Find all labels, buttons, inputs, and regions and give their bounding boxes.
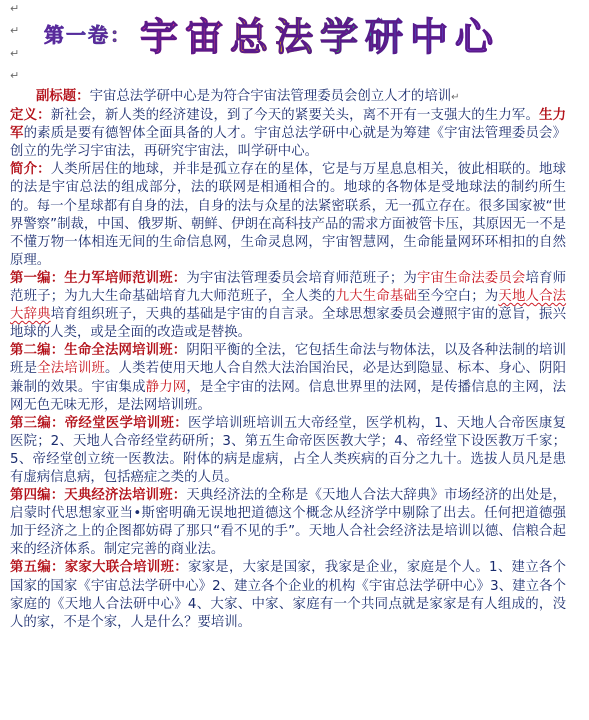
paragraph-mark: ↵ [10,69,20,82]
section-1-text: 为宇宙法管理委员会培育师范班子；为 [186,270,417,286]
section-2-paragraph [10,342,566,414]
document-title: 宇宙总法学研中心 [140,6,500,61]
section-1-text: 培育师范班子；为九大生命基础培育九大师范班子，全人类的 [10,270,567,305]
section-4-text: 天典经济法的全称是《天地人合法大辞典》市场经济的出处是，启蒙时代思想家亚当•斯密明确无误地把道德这个概念从经济学中剔除了出去。任何把道德强加于经济之上的企图都妨碍了那只“看不见的手”。天地人合社会经济法是培训以德、信粮合起来的经济体系。制定完善的商业法。 [10,488,567,558]
section-1-label: 第一编：生力军培师范训班： [10,270,187,286]
intro-text: 人类所居住的地球，并非是孤立存在的星体，它是与万星息息相关，彼此相联的。地球的法是宇宙总法的组成部分，法的联网是相通相合的。地球的各物体是受地球法的制约所生的。每一个星球都有自身的法，自身的法与众星的法紧密联系，无一孤立存在。很多国家被“世界警察”制裁，中国、俄罗斯、朝鲜、伊朗在高科技产品的需求方面被管卡压，其原因无一不是不懂万物一体相连无间的生命信息网，生命灵息网，宇宙智慧网，生命能量网环环相扣的自然原理。 [10,162,567,268]
section-4-paragraph [10,487,566,559]
subtitle-paragraph [10,88,566,107]
section-3-paragraph [10,415,566,487]
intro-paragraph [10,161,566,270]
document-body [10,88,566,632]
return-mark: ↵ [451,92,460,103]
paragraph-mark: ↵ [10,2,20,15]
section-2-highlight: 全法培训班 [37,361,105,377]
subtitle-label: 副标题： [36,89,90,104]
section-4-label: 第四编：天典经济法培训班： [10,488,187,504]
section-1-paragraph [10,270,566,342]
section-3-text: 医学培训班培训五大帝经堂，医学机构，1、天地人合帝医康复医院；2、天地人合帝经堂药研所；3、第五生命帝医医教大学；4、帝经堂下设医教万千家；5、帝经堂创立统一医教法。附体的病是虚病，占全人类疾病的百分之九十。选拔人员凡是患有虚病信息病，包括癌症之类的人员。 [10,415,566,485]
section-2-label: 第二编：生命全法网培训班： [10,343,187,359]
definition-text-2: 的素质是要有德智体全面具备的人才。宇宙总法学研中心就是为筹建《宇宙法管理委员会》创立的先学习宇宙法，再研究宇宙法，叫学研中心。 [10,126,567,160]
section-2-text: 阴阳平衡的全法，它包括生命法与物体法，以及各种法制的培训班是 [10,343,567,377]
section-2-text: ，是全宇宙的法网。信息世界里的法网，是传播信息的主网，法网无色无味无形，是法网培训班。 [10,379,567,413]
section-5-label: 第五编：家家大联合培训班： [10,560,188,576]
section-2-text: 。人类若使用天地人合自然大法治国治民，必是达到隐显、标本、身心、阴阳兼制的效果。宇宙集成 [10,361,567,395]
paragraph-mark: ↵ [10,47,20,60]
section-1-text: 培育组织班子，天典的基础是宇宙的自言录。全球思想家委员会遵照宇宙的意旨，振兴地球的人类，或是全面的改造或是替换。 [10,307,567,341]
section-3-label: 第三编：帝经堂医学培训班： [10,415,188,431]
definition-term: 生力军 [10,108,567,142]
section-1-highlight: 天地人合法大辞典 [10,289,567,323]
section-1-highlight: 九大生命基础 [335,289,417,305]
section-1-highlight: 宇宙生命法委员会 [416,270,526,286]
section-5-paragraph [10,559,566,631]
definition-label: 定义： [10,108,51,124]
paragraph-mark: ↵ [10,24,20,37]
section-5-text: 家家是，大家是国家，我家是企业，家庭是个人。1、建立各个国家的国家《宇宙总法学研中心》2、建立各个企业的机构《宇宙总法学研中心》3、建立各个家庭的《天地人合法研中心》4、大家、中家、家庭有一个共同点就是家家是有人组成的，没人的家，不是个家，人是什么？要培训。 [10,560,566,630]
definition-paragraph [10,107,566,161]
document-header [44,8,500,58]
definition-text: 新社会，新人类的经济建设，到了今天的紧要关头，离不开有一支强大的生力军。 [50,108,540,124]
volume-prefix: 第一卷： [44,19,132,48]
subtitle-text: 宇宙总法学研中心是为符合宇宙法管理委员会创立人才的培训 [89,89,452,104]
section-1-text: 至今空白；为 [416,289,499,305]
intro-label: 简介： [10,162,51,178]
section-2-highlight: 静力网 [145,379,187,395]
